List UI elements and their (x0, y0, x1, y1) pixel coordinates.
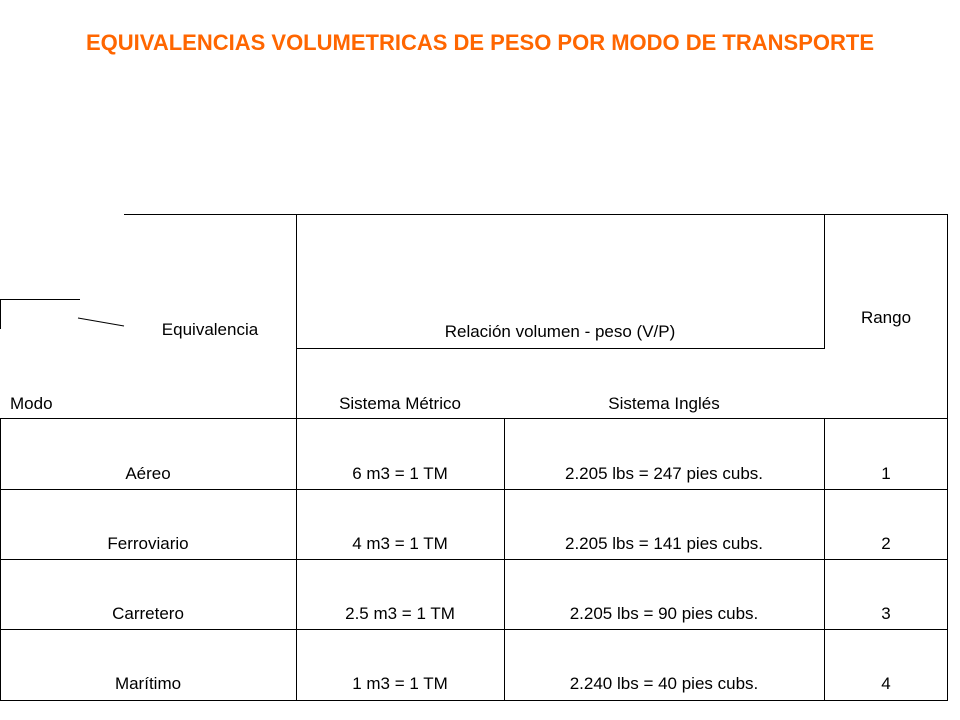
header-rango: Rango (860, 308, 912, 327)
row-divider (0, 489, 948, 490)
header-sistema-metrico: Sistema Métrico (339, 394, 461, 413)
cell-metrico: 2.5 m3 = 1 TM (345, 604, 455, 623)
cell-metrico: 1 m3 = 1 TM (352, 674, 448, 693)
cell-ingles: 2.205 lbs = 90 pies cubs. (569, 604, 759, 623)
cell-modo: Ferroviario (107, 534, 189, 553)
cell-metrico: 6 m3 = 1 TM (352, 464, 448, 483)
header-relacion: Relación volumen - peso (V/P) (444, 322, 676, 341)
column-divider (824, 214, 825, 349)
cell-modo: Aéreo (125, 464, 171, 483)
header-divider (296, 348, 824, 349)
cell-ingles: 2.205 lbs = 141 pies cubs. (565, 534, 763, 553)
cell-metrico: 4 m3 = 1 TM (352, 534, 448, 553)
cell-rango: 2 (881, 534, 891, 553)
table-border-right (947, 214, 948, 701)
cell-rango: 4 (881, 674, 891, 693)
row-divider (0, 559, 948, 560)
column-divider (824, 418, 825, 701)
table-border-left (0, 418, 1, 701)
row-divider (0, 629, 948, 630)
page-title: EQUIVALENCIAS VOLUMETRICAS DE PESO POR MODO DE TRANSPORTE (86, 30, 874, 55)
cell-rango: 1 (881, 464, 891, 483)
cell-ingles: 2.205 lbs = 247 pies cubs. (565, 464, 763, 483)
row-divider (0, 418, 948, 419)
cell-ingles: 2.240 lbs = 40 pies cubs. (569, 674, 759, 693)
column-divider (296, 214, 297, 701)
cell-modo: Carretero (112, 604, 184, 623)
column-divider (504, 418, 505, 701)
header-equivalencia: Equivalencia (161, 320, 259, 339)
cell-modo: Marítimo (114, 674, 182, 693)
header-modo: Modo (10, 394, 53, 413)
cell-rango: 3 (881, 604, 891, 623)
table-border-bottom (0, 700, 948, 701)
header-sistema-ingles: Sistema Inglés (608, 394, 720, 413)
diagonal-header-line (0, 300, 140, 340)
